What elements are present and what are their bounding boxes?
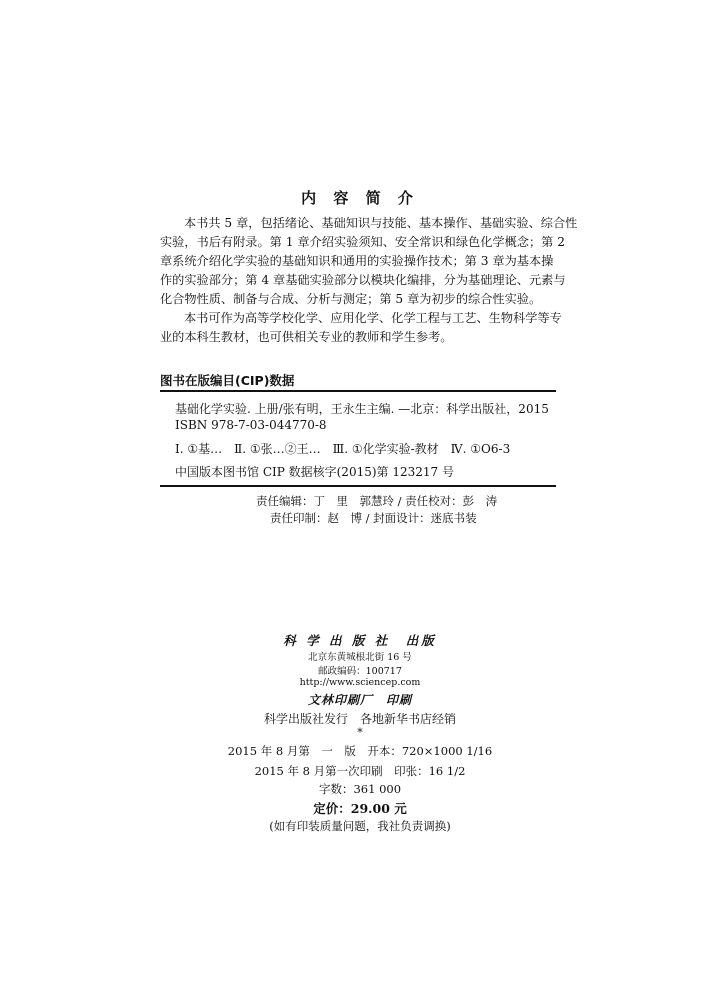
cip-bottom-rule [160, 485, 556, 487]
printer-line: 文林印刷厂 印刷 [307, 693, 412, 707]
summary-line: 本书可作为高等学校化学、应用化学、化学工程与工艺、生物科学等专 [184, 311, 562, 325]
publisher-postcode: 邮政编码：100717 [318, 666, 402, 677]
price: 定价：29.00 元 [313, 801, 407, 816]
summary-paragraph-2 [160, 309, 563, 347]
cip-heading: 图书在版编目(CIP)数据 [160, 373, 295, 388]
credits-production: 责任印制：赵 博 / 封面设计：迷底书装 [270, 511, 477, 525]
cip-line-classification: Ⅰ. ①基… Ⅱ. ①张…②王… Ⅲ. ①化学实验-教材 Ⅳ. ①O6-3 [175, 442, 511, 456]
cip-line-record-number: 中国版本图书馆 CIP 数据核字(2015)第 123217 号 [175, 465, 454, 479]
edition-line: 2015 年 8 月第 一 版 开本：720×1000 1/16 [227, 744, 493, 758]
publisher-address: 北京东黄城根北街 16 号 [308, 652, 412, 663]
summary-line: 本书共 5 章，包括绪论、基础知识与技能、基本操作、基础实验、综合性 [184, 216, 578, 230]
distribution-line: 科学出版社发行 各地新华书店经销 [263, 712, 456, 726]
summary-line: 业的本科生教材，也可供相关专业的教师和学生参考。 [160, 330, 453, 344]
summary-line: 作的实验部分；第 4 章基础实验部分以模块化编排，分为基础理论、元素与 [160, 273, 566, 287]
separator-star: * [357, 726, 363, 739]
summary-paragraph-1 [160, 214, 578, 309]
summary-line: 章系统介绍化学实验的基础知识和通用的实验操作技术；第 3 章为基本操 [160, 254, 554, 268]
summary-title: 内 容 简 介 [301, 189, 419, 207]
summary-line: 实验，书后有附录。第 1 章介绍实验须知、安全常识和绿色化学概念；第 2 [160, 235, 565, 249]
publisher-name-line: 科 学 出 版 社 出版 [283, 633, 437, 648]
printing-line: 2015 年 8 月第一次印刷 印张：16 1/2 [254, 764, 466, 778]
publisher-website: http://www.sciencep.com [299, 677, 421, 688]
cip-top-rule [160, 390, 556, 392]
quality-notice: (如有印装质量问题，我社负责调换) [269, 819, 451, 833]
summary-line: 化合物性质、制备与合成、分析与测定；第 5 章为初步的综合性实验。 [160, 292, 542, 306]
credits-editors: 责任编辑：丁 里 郭慧玲 / 责任校对：彭 涛 [256, 494, 498, 508]
cip-line-isbn: ISBN 978-7-03-044770-8 [175, 418, 327, 432]
word-count: 字数：361 000 [318, 782, 402, 796]
cip-line-title: 基础化学实验. 上册/张有明，王永生主编. —北京：科学出版社，2015 [175, 402, 549, 416]
